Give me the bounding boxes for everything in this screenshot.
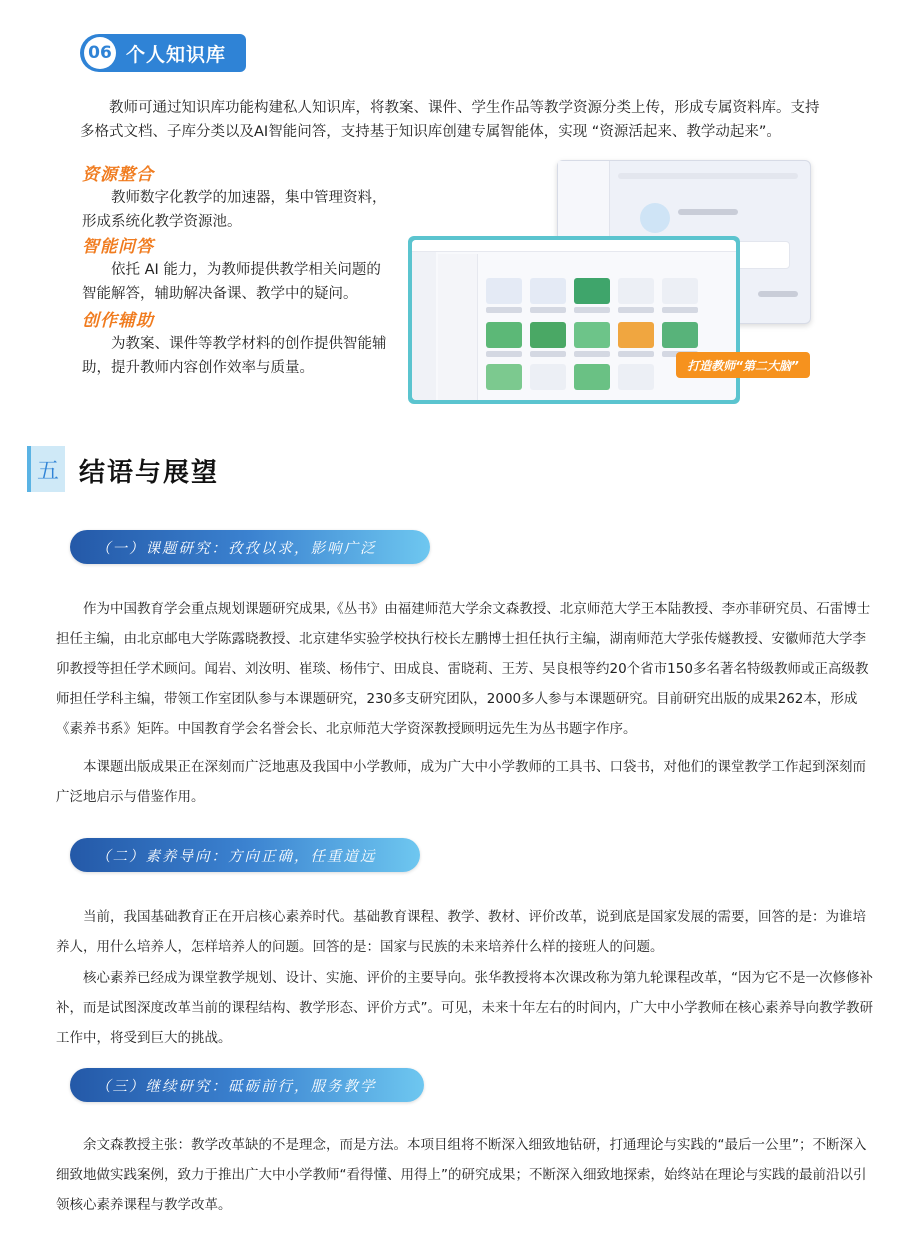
section-number: 06 — [84, 37, 116, 69]
paragraph-3-1: 余文森教授主张：教学改革缺的不是理念，而是方法。本项目组将不断深入细致地钻研，打通理论与实践的“最后一公里”；不断深入细致地做实践案例，致力于推出广大中小学教师“看得懂、用得上”的研究成果；不断深入细致地探索，始终站在理论与实践的最前沿以引领核心素养课程与教学改革。 — [56, 1137, 867, 1213]
feature-heading-2: 智能问答 — [82, 237, 154, 257]
subsection-pill-3: （三）继续研究：砥砺前行，服务教学 — [70, 1068, 424, 1102]
section-badge — [80, 34, 246, 72]
intro-paragraph: 教师可通过知识库功能构建私人知识库，将教案、课件、学生作品等教学资源分类上传，形成专属资料库。支持多格式文档、子库分类以及AI智能问答，支持基于知识库创建专属智能体，实现 “资源活起来、教学动起来”。 — [80, 100, 820, 140]
feature-text-3: 为教案、课件等教学材料的创作提供智能辅助，提升教师内容创作效率与质量。 — [82, 336, 387, 376]
paragraph-2-2: 核心素养已经成为课堂教学规划、设计、实施、评价的主要导向。张华教授将本次课改称为第九轮课程改革，“因为它不是一次修修补补，而是试图深度改革当前的课程结构、教学形态、评价方式”。可见，未来十年左右的时间内，广大中小学教师在核心素养导向教学教研工作中，将受到巨大的挑战。 — [56, 970, 873, 1046]
feature-heading-1: 资源整合 — [82, 165, 154, 185]
section-title: 个人知识库 — [126, 43, 227, 66]
paragraph-2-1: 当前，我国基础教育正在开启核心素养时代。基础教育课程、教学、教材、评价改革，说到底是国家发展的需要，回答的是：为谁培养人，用什么培养人，怎样培养人的问题。回答的是：国家与民族的未来培养什么样的接班人的问题。 — [56, 909, 866, 955]
mockup-banner: 打造教师“第二大脑” — [676, 352, 810, 378]
knowledge-base-screenshot-front — [408, 236, 740, 404]
paragraph-1-2: 本课题出版成果正在深刻而广泛地惠及我国中小学教师，成为广大中小学教师的工具书、口袋书，对他们的课堂教学工作起到深刻而广泛地启示与借鉴作用。 — [56, 759, 866, 805]
feature-heading-3: 创作辅助 — [82, 311, 154, 331]
subsection-pill-2: （二）素养导向：方向正确，任重道远 — [70, 838, 420, 872]
feature-text-1: 教师数字化教学的加速器，集中管理资料，形成系统化教学资源池。 — [82, 190, 387, 230]
feature-text-2: 依托 AI 能力，为教师提供教学相关问题的智能解答，辅助解决备课、教学中的疑问。 — [82, 262, 381, 302]
section-five-number: 五 — [27, 446, 65, 492]
paragraph-1-1: 作为中国教育学会重点规划课题研究成果,《丛书》由福建师范大学余文森教授、北京师范大学王本陆教授、李亦菲研究员、石雷博士担任主编，由北京邮电大学陈露晓教授、北京建华实验学校执行校长左鹏博士担任执行主编，湖南师范大学张传燧教授、安徽师范大学李卯教授等担任学术顾问。闻岩、刘汝明、崔琰、杨伟宁、田成良、雷晓莉、王芳、吴良根等约20个省市150多名著名特级教师或正高级教师担任学科主编，带领工作室团队参与本课题研究，230多支研究团队，2000多人参与本课题研究。目前研究出版的成果262本，形成《素养书系》矩阵。中国教育学会名誉会长、北京师范大学资深教授顾明远先生为丛书题字作序。 — [56, 601, 871, 737]
subsection-pill-1: （一）课题研究：孜孜以求，影响广泛 — [70, 530, 430, 564]
section-five-title: 结语与展望 — [79, 458, 220, 488]
